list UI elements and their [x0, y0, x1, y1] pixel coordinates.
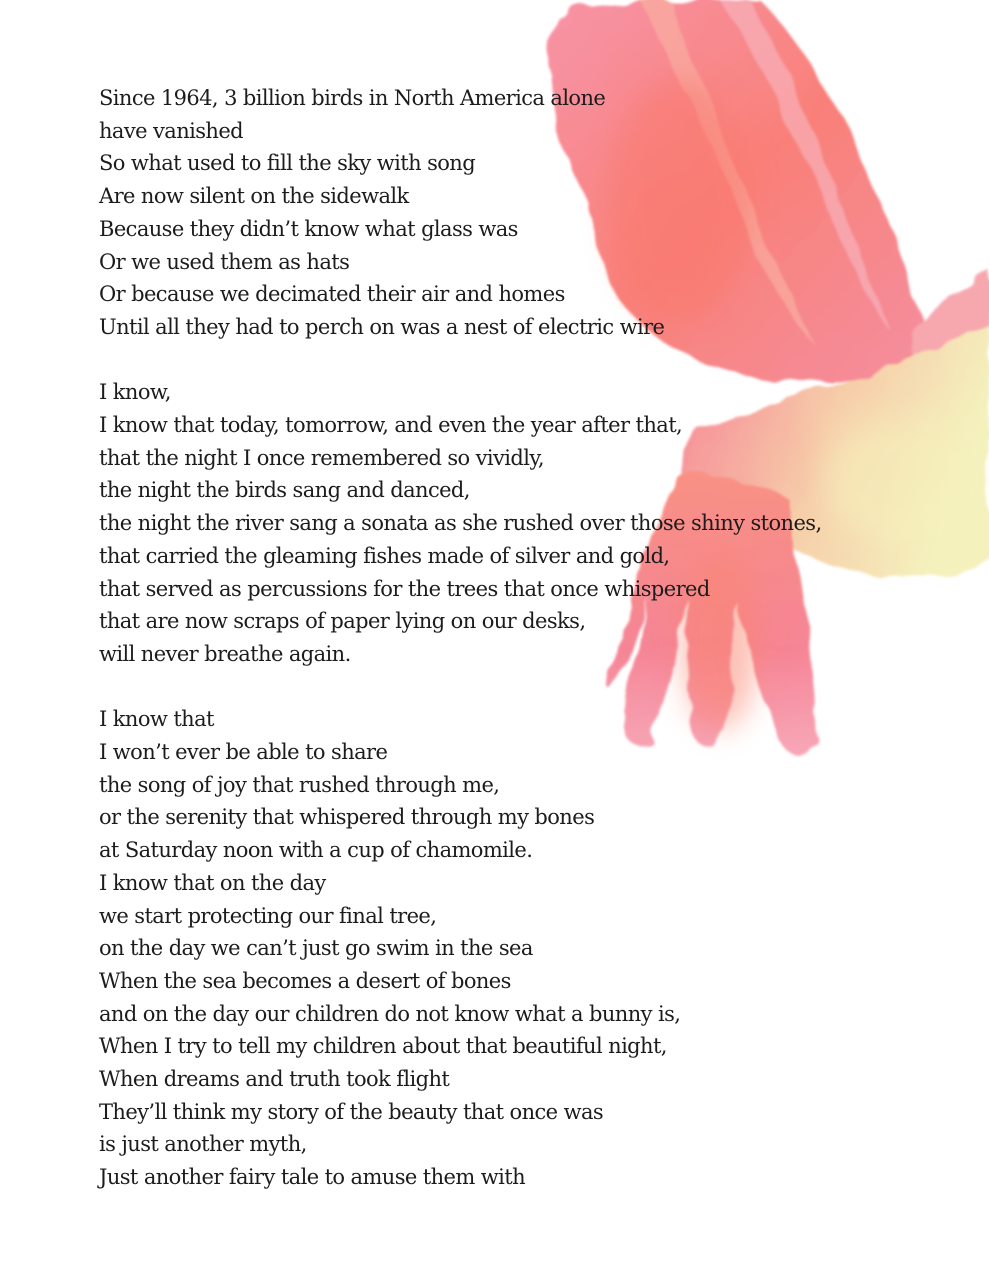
poem-line: Just another fairy tale to amuse them with	[99, 1165, 526, 1190]
stanza-3	[99, 703, 959, 1194]
poem	[99, 82, 959, 1194]
poem-line: have vanished	[99, 118, 244, 143]
poem-line: I know that	[99, 707, 214, 732]
poem-line: the night the river sang a sonata as she rushed over those shiny stones,	[99, 511, 822, 536]
stanza-2	[99, 376, 959, 670]
poem-line: They’ll think my story of the beauty that once was	[99, 1099, 604, 1124]
poem-line: Since 1964, 3 billion birds in North America alone	[99, 86, 606, 110]
poem-line: I know that today, tomorrow, and even the year after that,	[99, 413, 683, 438]
poem-line: I know that on the day	[99, 870, 326, 895]
poem-line: that served as percussions for the trees that once whispered	[99, 576, 710, 601]
poem-line: and on the day our children do not know what a bunny is,	[99, 1001, 681, 1026]
poem-line: Or we used them as hats	[99, 249, 350, 274]
stanza-1	[99, 82, 959, 344]
poem-line: that are now scraps of paper lying on our desks,	[99, 609, 586, 634]
poem-line: is just another myth,	[99, 1132, 307, 1157]
poem-line: Or because we decimated their air and homes	[99, 282, 565, 307]
poem-line: that carried the gleaming fishes made of silver and gold,	[99, 543, 670, 568]
poem-line: Until all they had to perch on was a nest of electric wire	[99, 314, 665, 339]
poem-line: When dreams and truth took flight	[99, 1067, 450, 1092]
poem-line: at Saturday noon with a cup of chamomile.	[99, 838, 533, 863]
poem-line: When the sea becomes a desert of bones	[99, 968, 511, 993]
poem-line: the song of joy that rushed through me,	[99, 772, 500, 797]
poem-line: Are now silent on the sidewalk	[99, 184, 409, 209]
poem-line: or the serenity that whispered through my bones	[99, 805, 595, 830]
poem-line: we start protecting our final tree,	[99, 903, 437, 928]
poem-line: So what used to fill the sky with song	[99, 151, 476, 176]
poem-line: Because they didn’t know what glass was	[99, 216, 518, 241]
poem-line: I know,	[99, 380, 171, 405]
poem-line: I won’t ever be able to share	[99, 740, 388, 765]
poem-line: will never breathe again.	[99, 641, 351, 666]
poem-line: on the day we can’t just go swim in the sea	[99, 936, 533, 961]
poem-line: the night the birds sang and danced,	[99, 478, 470, 503]
poem-line: that the night I once remembered so vividly,	[99, 445, 544, 470]
poem-line: When I try to tell my children about that beautiful night,	[99, 1034, 667, 1059]
